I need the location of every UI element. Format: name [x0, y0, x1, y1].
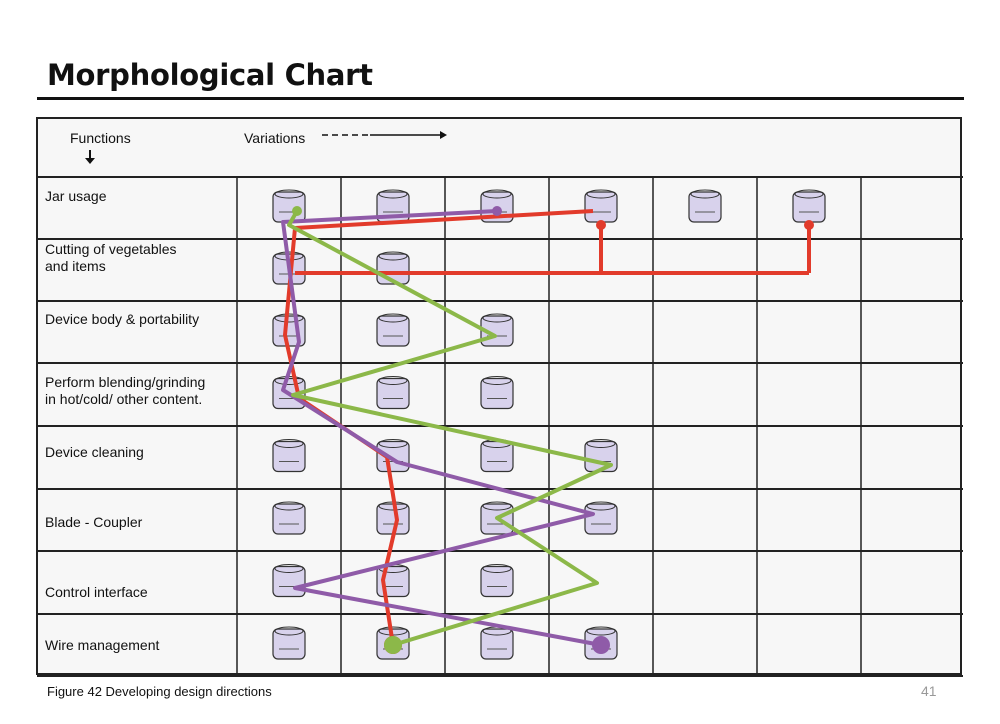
path-start-dot [492, 206, 502, 216]
variant-sketch-icon [481, 565, 513, 597]
function-label-line: and items [45, 258, 106, 274]
path-start-dot [596, 220, 606, 230]
variant-sketch-icon [273, 502, 305, 534]
figure-caption: Figure 42 Developing design directions [47, 684, 272, 699]
function-label-line: in hot/cold/ other content. [45, 391, 203, 407]
variant-sketch-icon [793, 190, 825, 222]
variant-sketch-icon [377, 377, 409, 409]
variant-sketch-icon [481, 627, 513, 659]
variant-sketch-icon [689, 190, 721, 222]
variant-sketch-icon [481, 377, 513, 409]
page-number: 41 [921, 683, 937, 699]
function-label-line: Cutting of vegetables [45, 241, 177, 257]
page-title: Morphological Chart [47, 58, 373, 92]
variant-sketch-icon [585, 440, 617, 472]
variant-sketch-icon [273, 627, 305, 659]
variations-arrow-head-icon [440, 131, 447, 139]
function-label-line: Jar usage [45, 188, 107, 204]
function-label-line: Control interface [45, 584, 148, 600]
function-label-line: Wire management [45, 637, 160, 653]
design-direction-path [289, 211, 611, 645]
variant-sketch-icon [585, 502, 617, 534]
variant-sketch-icon [273, 190, 305, 222]
variant-sketch-icon [585, 190, 617, 222]
path-start-dot [292, 206, 302, 216]
path-start-dot [804, 220, 814, 230]
variant-sketch-icon [377, 314, 409, 346]
path-end-dot [384, 636, 402, 654]
function-label-line: Device cleaning [45, 444, 144, 460]
variations-header: Variations [244, 130, 306, 146]
path-end-dot [592, 636, 610, 654]
function-label-line: Device body & portability [45, 311, 200, 327]
variant-sketch-icon [273, 440, 305, 472]
variant-sketch-icon [273, 565, 305, 597]
function-label-line: Perform blending/grinding [45, 374, 206, 390]
function-label-line: Blade - Coupler [45, 514, 143, 530]
functions-header: Functions [70, 130, 131, 146]
